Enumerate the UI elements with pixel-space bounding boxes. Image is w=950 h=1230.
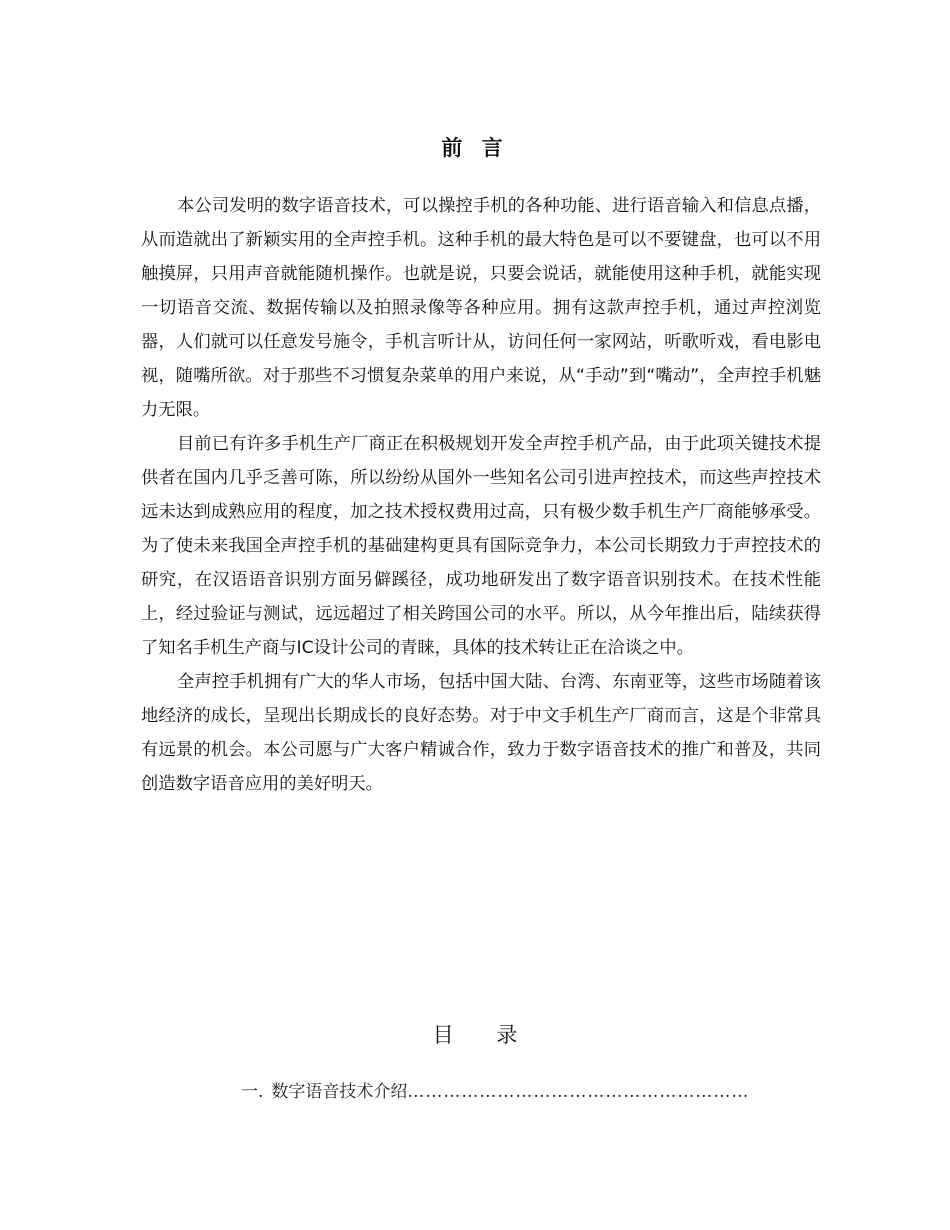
preface-paragraph-3: 全声控手机拥有广大的华人市场，包括中国大陆、台湾、东南亚等，这些市场随着该地经济的成长，呈现出长期成长的良好态势。对于中文手机生产厂商而言，这是个非常具有远景的机会。本公司愿与广大客户精诚合作，致力于数字语音技术的推广和普及，共同创造数字语音应用的美好明天。 — [141, 672, 821, 794]
preface-paragraph-2: 目前已有许多手机生产厂商正在积极规划开发全声控手机产品，由于此项关键技术提供者在国内几乎乏善可陈，所以纷纷从国外一些知名公司引进声控技术，而这些声控技术远未达到成熟应用的程度，加之技术授权费用过高，只有极少数手机生产厂商能够承受。为了使未来我国全声控手机的基础建构更具有国际竞争力，本公司长期致力于声控技术的研究，在汉语语音识别方面另僻蹊径，成功地研发出了数字语音识别技术。在技术性能上，经过验证与测试，远远超过了相关跨国公司的水平。所以，从今年推出后，陆续获得了知名手机生产商与IC设计公司的青睐，具体的技术转让正在洽谈之中。 — [141, 434, 821, 658]
toc-entry-label: 数字语音技术介绍 — [271, 1082, 408, 1102]
preface-title: 前 言 — [441, 136, 509, 160]
toc-entry[interactable] — [241, 1078, 771, 1106]
toc-entry-leader: ………………………………………………… — [407, 1082, 750, 1102]
toc-entry-number: 一. — [241, 1082, 264, 1102]
toc-title: 目 录 — [432, 1023, 536, 1047]
preface-body — [141, 189, 821, 801]
preface-paragraph-1: 本公司发明的数字语音技术，可以操控手机的各种功能、进行语音输入和信息点播，从而造就出了新颖实用的全声控手机。这种手机的最大特色是可以不要键盘，也可以不用触摸屏，只用声音就能随机操作。也就是说，只要会说话，就能使用这种手机，就能实现一切语音交流、数据传输以及拍照录像等各种应用。拥有这款声控手机，通过声控浏览器，人们就可以任意发号施令，手机言听计从，访问任何一家网站，听歌听戏，看电影电视，随嘴所欲。对于那些不习惯复杂菜单的用户来说，从“手动”到“嘴动”，全声控手机魅力无限。 — [141, 196, 821, 420]
